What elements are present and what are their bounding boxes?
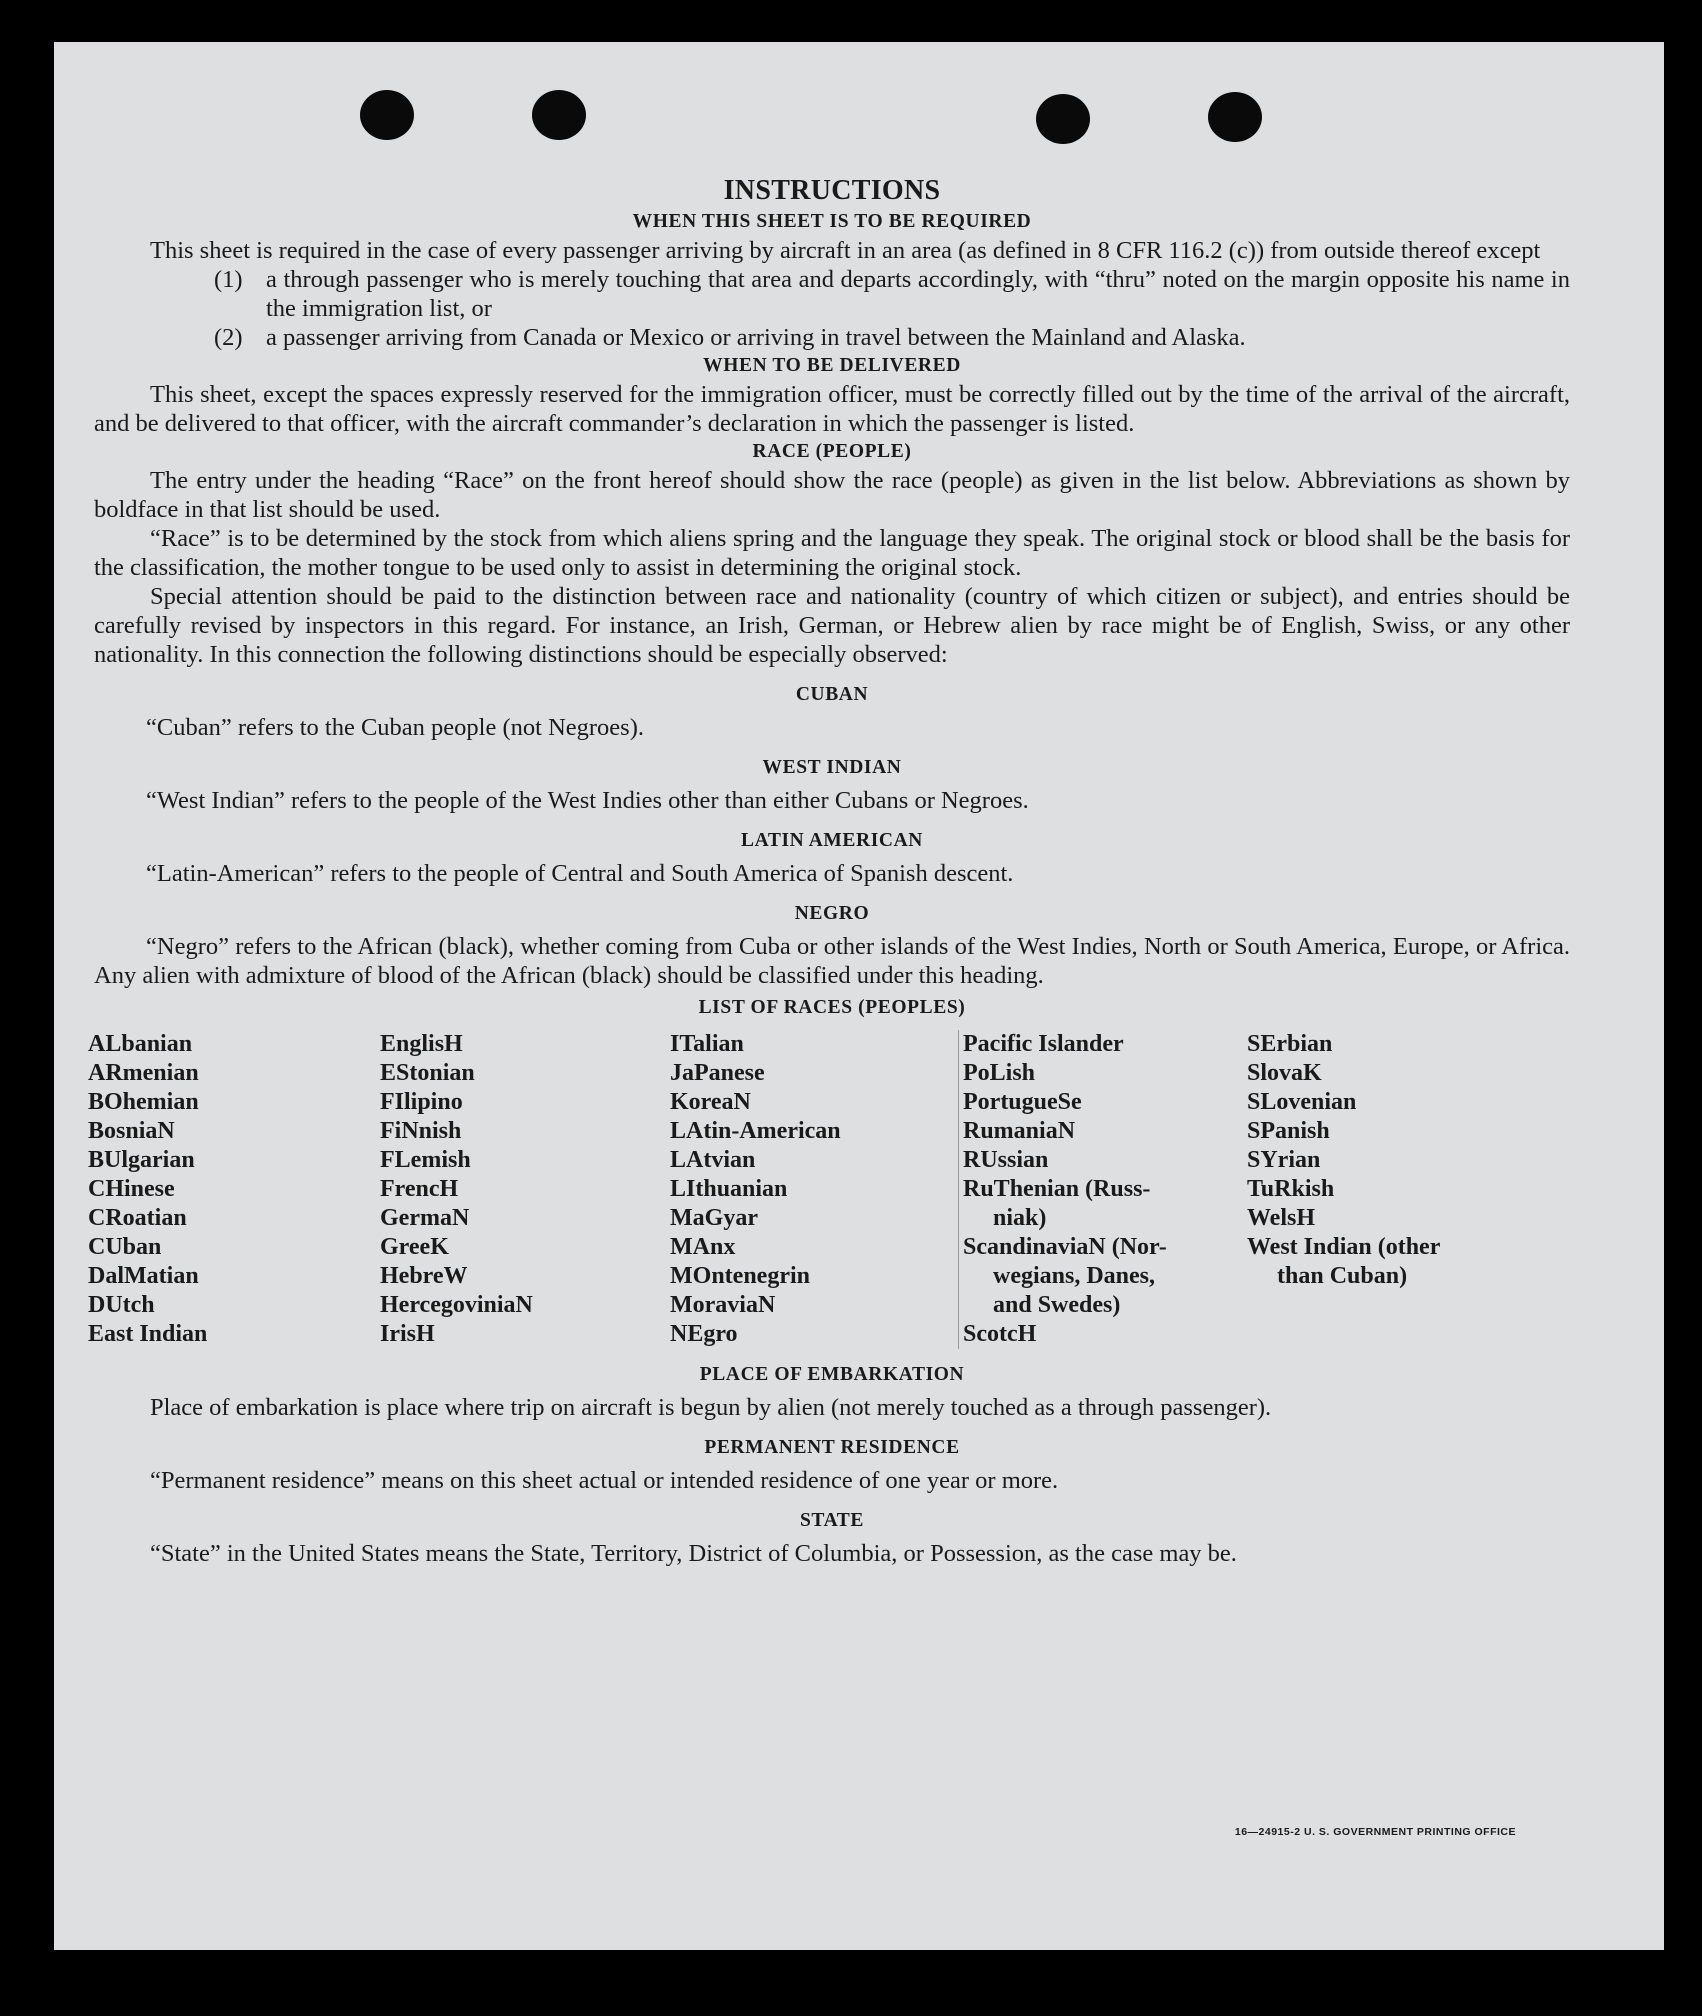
race-entry: NEgro <box>670 1321 738 1347</box>
exception-item-2 <box>214 323 1570 352</box>
race-entry: LIthuanian <box>670 1176 788 1202</box>
race-entry: TuRkish <box>1247 1176 1335 1202</box>
instructions-content <box>88 174 1570 1568</box>
races-column-5 <box>1247 1030 1487 1349</box>
race-paragraph-1: The entry under the heading “Race” on the front hereof should show the race (people) as given in the list below. Abbreviations as shown by boldface in that list should be used. <box>94 467 1570 523</box>
races-list <box>88 1030 1570 1349</box>
race-entry: LAtvian <box>670 1147 756 1173</box>
race-entry: SPanish <box>1247 1118 1330 1144</box>
exception-item-2-number: (2) <box>214 324 243 351</box>
heading-when-delivered: WHEN TO BE DELIVERED <box>703 355 961 376</box>
race-entry: FLemish <box>380 1147 471 1173</box>
race-entry: HebreW <box>380 1263 468 1289</box>
race-entry: EnglisH <box>380 1031 463 1057</box>
race-entry: PortugueSe <box>963 1089 1082 1115</box>
race-entry: FrencH <box>380 1176 459 1202</box>
punch-hole-1 <box>360 90 414 140</box>
race-entry: BosniaN <box>88 1118 175 1144</box>
negro-text: “Negro” refers to the African (black), whether coming from Cuba or other islands of the West Indies, North or South America, Europe, or Africa. Any alien with admixture of blood of the African (black) should be classified under this heading. <box>94 933 1570 989</box>
when-required-intro: This sheet is required in the case of every passenger arriving by aircraft in an area (as defined in 8 CFR 116.2 (c)) from outside thereof except <box>150 237 1541 264</box>
page-title: INSTRUCTIONS <box>723 175 941 206</box>
race-entry-continuation: than Cuban) <box>1277 1263 1408 1289</box>
when-delivered-text: This sheet, except the spaces expressly reserved for the immigration officer, must be correctly filled out by the time of the arrival of the aircraft, and be delivered to that officer, with the aircraft commander’s declaration in which the passenger is listed. <box>94 381 1570 437</box>
exception-item-1 <box>214 265 1570 323</box>
race-entry: WelsH <box>1247 1205 1316 1231</box>
cuban-text: “Cuban” refers to the Cuban people (not Negroes). <box>146 714 644 741</box>
race-entry: ScotcH <box>963 1321 1037 1347</box>
punch-hole-4 <box>1208 92 1262 142</box>
race-entry: LAtin-American <box>670 1118 841 1144</box>
race-entry: ITalian <box>670 1031 744 1057</box>
races-column-2 <box>380 1030 670 1349</box>
race-entry: EStonian <box>380 1060 475 1086</box>
race-entry: West Indian (other <box>1247 1234 1441 1260</box>
residence-text: “Permanent residence” means on this sheet actual or intended residence of one year or more. <box>150 1467 1059 1494</box>
race-entry: East Indian <box>88 1321 208 1347</box>
race-entry: PoLish <box>963 1060 1036 1086</box>
latin-american-text: “Latin-American” refers to the people of Central and South America of Spanish descent. <box>146 860 1014 887</box>
race-paragraph-3: Special attention should be paid to the distinction between race and nationality (country of which citizen or subject), and entries should be carefully revised by inspectors in this regard. For instance, an Irish, German, or Hebrew alien by race might be of English, Swiss, or any other nationality. In this connection the following distinctions should be especially observed: <box>94 583 1570 668</box>
race-entry: ALbanian <box>88 1031 193 1057</box>
exception-item-2-text: a passenger arriving from Canada or Mexico or arriving in travel between the Mainland and Alaska. <box>266 324 1246 351</box>
races-column-4 <box>963 1030 1247 1349</box>
heading-west-indian: WEST INDIAN <box>762 757 902 778</box>
race-entry: ScandinaviaN (Nor- <box>963 1234 1167 1260</box>
race-entry: SLovenian <box>1247 1089 1357 1115</box>
heading-cuban: CUBAN <box>795 684 869 705</box>
heading-permanent-residence: PERMANENT RESIDENCE <box>704 1437 960 1458</box>
races-column-3 <box>670 1030 959 1349</box>
heading-when-required: WHEN THIS SHEET IS TO BE REQUIRED <box>632 211 1032 232</box>
race-entry: SlovaK <box>1247 1060 1322 1086</box>
state-text: “State” in the United States means the State, Territory, District of Columbia, or Possession, as the case may be. <box>150 1540 1237 1567</box>
heading-state: STATE <box>799 1510 865 1531</box>
race-entry: RumaniaN <box>963 1118 1076 1144</box>
race-entry: SErbian <box>1247 1031 1333 1057</box>
exception-item-1-number: (1) <box>214 266 243 293</box>
race-entry: MOntenegrin <box>670 1263 810 1289</box>
punch-hole-2 <box>532 90 586 140</box>
races-column-1 <box>88 1030 380 1349</box>
heading-embarkation: PLACE OF EMBARKATION <box>699 1364 965 1385</box>
race-entry: JaPanese <box>670 1060 765 1086</box>
race-entry-continuation: and Swedes) <box>993 1292 1121 1318</box>
punch-hole-3 <box>1036 94 1090 144</box>
race-entry: DalMatian <box>88 1263 199 1289</box>
heading-race: RACE (PEOPLE) <box>752 441 912 462</box>
race-entry: KoreaN <box>670 1089 751 1115</box>
embarkation-text: Place of embarkation is place where trip on aircraft is begun by alien (not merely touched as a through passenger). <box>150 1394 1272 1421</box>
west-indian-text: “West Indian” refers to the people of the West Indies other than either Cubans or Negroes. <box>146 787 1029 814</box>
heading-list-of-races: LIST OF RACES (PEOPLES) <box>698 997 966 1018</box>
race-entry: FiNnish <box>380 1118 462 1144</box>
heading-negro: NEGRO <box>794 903 870 924</box>
race-entry: GermaN <box>380 1205 470 1231</box>
heading-latin-american: LATIN AMERICAN <box>741 830 923 851</box>
exception-item-1-text: a through passenger who is merely touching that area and departs accordingly, with “thru” noted on the margin opposite his name in the immigration list, or <box>266 266 1570 322</box>
race-entry: RuThenian (Russ- <box>963 1176 1151 1202</box>
race-entry: IrisH <box>380 1321 435 1347</box>
race-entry: GreeK <box>380 1234 449 1260</box>
race-entry: Pacific Islander <box>963 1031 1124 1057</box>
race-entry: HercegoviniaN <box>380 1292 533 1318</box>
race-entry-continuation: niak) <box>993 1205 1047 1231</box>
race-entry: MaGyar <box>670 1205 758 1231</box>
race-entry: MoraviaN <box>670 1292 776 1318</box>
race-entry: CHinese <box>88 1176 175 1202</box>
race-entry: SYrian <box>1247 1147 1321 1173</box>
race-entry: BOhemian <box>88 1089 199 1115</box>
race-entry: RUssian <box>963 1147 1049 1173</box>
race-entry: FIlipino <box>380 1089 463 1115</box>
race-entry: DUtch <box>88 1292 155 1318</box>
race-paragraph-2: “Race” is to be determined by the stock from which aliens spring and the language they speak. The original stock or blood shall be the basis for the classification, the mother tongue to be used only to assist in determining the original stock. <box>94 525 1570 581</box>
race-entry-continuation: wegians, Danes, <box>993 1263 1156 1289</box>
race-entry: MAnx <box>670 1234 736 1260</box>
race-entry: CRoatian <box>88 1205 187 1231</box>
printing-office-code: 16—24915-2 U. S. GOVERNMENT PRINTING OFFICE <box>1234 1826 1516 1838</box>
document-sheet <box>54 42 1664 1950</box>
race-entry: BUlgarian <box>88 1147 195 1173</box>
race-entry: ARmenian <box>88 1060 199 1086</box>
race-entry: CUban <box>88 1234 162 1260</box>
